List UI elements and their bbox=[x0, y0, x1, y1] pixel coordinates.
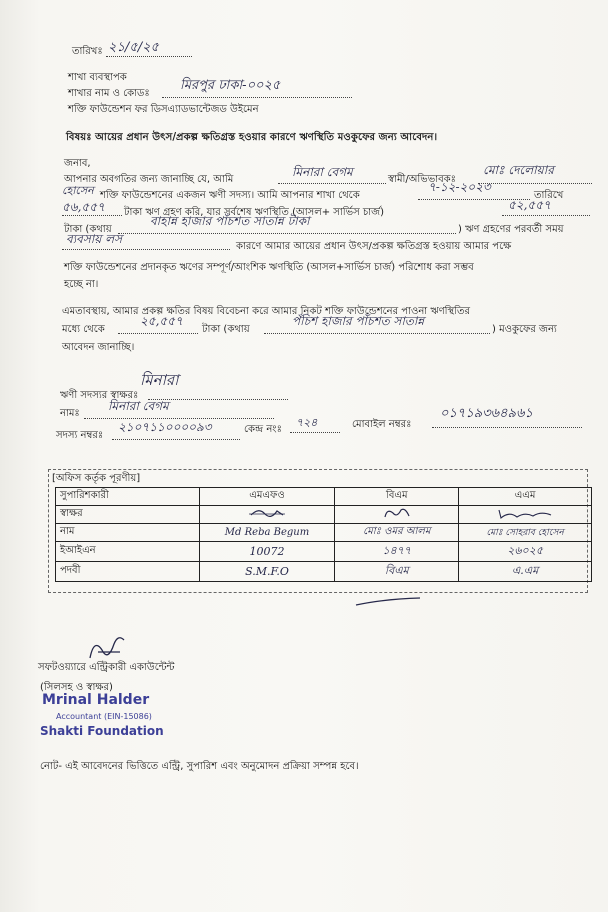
signature-cell bbox=[459, 506, 592, 524]
body-line-1a: আপনার অবগতির জন্য জানাচ্ছি যে, আমি bbox=[64, 174, 234, 185]
row-label: নাম bbox=[56, 524, 200, 542]
stamp-name: Mrinal Halder bbox=[42, 692, 150, 708]
table-cell: ২৬০২৫ bbox=[459, 542, 592, 562]
table-cell: মোঃ ওমর আলম bbox=[335, 524, 459, 542]
stamp-role: Accountant (EIN-15086) bbox=[56, 712, 152, 721]
body-p2-line-2c: ) মওকুফের জন্য bbox=[492, 324, 557, 335]
signature-mark bbox=[247, 507, 287, 519]
table-cell: ১৪৭৭ bbox=[335, 542, 459, 562]
mobile-value: ০১৭১৯৩৬৪৯৬১ bbox=[440, 406, 533, 421]
column-header: এএম bbox=[459, 488, 592, 506]
name-underline bbox=[278, 183, 386, 184]
center-underline bbox=[290, 432, 340, 433]
organization-line: শক্তি ফাউন্ডেশন ফর ডিসএ্যাডভান্টেজড উইমেন bbox=[68, 104, 259, 115]
branch-name-label: শাখার নাম ও কোডঃ bbox=[68, 88, 150, 99]
seal-note: (সিলসহ ও স্বাক্ষর) bbox=[40, 682, 113, 693]
body-line-3a: টাকা ঋণ গ্রহণ করি, যার সর্বশেষ ঋণস্থিতি (আসল+ সার্ভিস চার্জ) bbox=[124, 207, 385, 218]
body-line-1b: স্বামী/অভিভাবকঃ bbox=[388, 174, 456, 185]
table-cell: বিএম bbox=[335, 562, 459, 582]
date-value: ২১/৫/২৫ bbox=[108, 40, 159, 55]
member-no-underline bbox=[112, 439, 240, 440]
table-cell: এ.এম bbox=[459, 562, 592, 582]
applicant-name-hw: মিনারা বেগম bbox=[292, 165, 353, 179]
column-header: এমএফও bbox=[199, 488, 335, 506]
waiver-amount-hw: ২৫,৫৫৭ bbox=[140, 314, 183, 328]
branch-name-value: মিরপুর ঢাকা-০০২৫ bbox=[180, 78, 281, 93]
mobile-underline bbox=[432, 427, 582, 428]
table-cell: S.M.F.O bbox=[199, 562, 335, 582]
table-row bbox=[56, 562, 592, 582]
body-p2-line-2b: টাকা (কথায় bbox=[202, 324, 250, 335]
reason-hw: ব্যবসায় লস bbox=[66, 232, 122, 246]
table-cell: মোঃ সোহরাব হোসেন bbox=[459, 524, 592, 542]
waiver-amount-underline bbox=[118, 333, 198, 334]
waiver-words-underline bbox=[264, 333, 490, 334]
applicant-signature: মিনারা bbox=[140, 371, 179, 389]
pen-stroke bbox=[354, 596, 424, 608]
guardian-name-cont: হোসেন bbox=[62, 184, 94, 197]
body-line-5a: কারণে আমার আয়ের প্রধান উৎস/প্রকল্প ক্ষতিগ্রস্ত হওয়ায় আমার পক্ষে bbox=[236, 241, 512, 252]
balance-words-hw: বাহান্ন হাজার পাঁচশত সাতান্ন টাকা bbox=[150, 214, 310, 228]
date-label: তারিখঃ bbox=[72, 46, 103, 57]
body-p2-line-3: আবেদন জানাচ্ছি। bbox=[62, 342, 135, 353]
salutation: জনাব, bbox=[64, 158, 91, 169]
footer-note: নোট- এই আবেদনের ভিত্তিতে এন্ট্রি, সুপারিশ এবং অনুমোদন প্রক্রিয়া সম্পন্ন হবে। bbox=[40, 761, 359, 772]
column-header: বিএম bbox=[335, 488, 459, 506]
body-line-2a: শক্তি ফাউন্ডেশনের একজন ঋণী সদস্য। আমি আপনার শাখা থেকে bbox=[100, 190, 360, 201]
row-label: স্বাক্ষর bbox=[56, 506, 200, 524]
loan-date-hw: ৭-১২-২০২৩ bbox=[428, 180, 491, 194]
column-header: সুপারিশকারী bbox=[56, 488, 200, 506]
stamp-org: Shakti Foundation bbox=[40, 724, 164, 738]
recommendation-table bbox=[55, 487, 592, 582]
date-underline bbox=[106, 56, 192, 57]
branch-underline bbox=[162, 97, 352, 98]
signature-mark bbox=[495, 507, 555, 520]
signature-cell bbox=[335, 506, 459, 524]
applicant-name-underline bbox=[84, 418, 274, 419]
member-no-value: ২১০৭১১০০০০৯৩ bbox=[118, 420, 212, 434]
reason-underline bbox=[62, 249, 230, 250]
body-line-2b: তারিখে bbox=[534, 190, 564, 201]
signature-underline bbox=[148, 399, 288, 400]
branch-manager: শাখা ব্যবস্থাপক bbox=[68, 72, 127, 83]
member-no-label: সদস্য নম্বরঃ bbox=[56, 430, 104, 441]
table-row bbox=[56, 542, 592, 562]
body-line-7: হচ্ছে না। bbox=[64, 279, 99, 290]
body-line-6: শক্তি ফাউন্ডেশনের প্রদানকৃত ঋণের সম্পূর্ণ/আংশিক ঋণস্থিতি (আসল+সার্ভিস চার্জ) পরিশোধ করা সম্ভব bbox=[64, 262, 474, 273]
signature-cell bbox=[199, 506, 335, 524]
row-label: পদবী bbox=[56, 562, 200, 582]
applicant-name-label: নামঃ bbox=[60, 408, 80, 419]
balance-underline bbox=[502, 215, 590, 216]
table-cell: Md Reba Begum bbox=[199, 524, 335, 542]
office-section-label: [অফিস কর্তৃক পূরণীয়] bbox=[52, 473, 141, 484]
guardian-name-hw: মোঃ দেলোয়ার bbox=[483, 163, 554, 177]
applicant-signature-label: ঋণী সদস্যর স্বাক্ষরঃ bbox=[60, 390, 139, 401]
subject-line: বিষয়ঃ আয়ের প্রধান উৎস/প্রকল্প ক্ষতিগ্রস্ত হওয়ার কারণে ঋণস্থিতি মওকুফের জন্য আবেদন। bbox=[66, 132, 438, 143]
table-row bbox=[56, 506, 592, 524]
balance-words-underline bbox=[118, 233, 456, 234]
row-label: ইআইএন bbox=[56, 542, 200, 562]
body-line-4b: ) ঋণ গ্রহণের পরবর্তী সময় bbox=[458, 224, 564, 235]
body-p2-line-2a: মধ্যে থেকে bbox=[62, 324, 105, 335]
body-p2-line-1: এমতাবস্থায়, আমার প্রকল্প ক্ষতির বিষয় বিবেচনা করে আমার নিকট শক্তি ফাউন্ডেশনের পাওনা ঋণস্থিতির bbox=[62, 306, 471, 317]
center-value: ৭২৪ bbox=[296, 416, 318, 429]
table-header-row bbox=[56, 488, 592, 506]
loan-amount-underline bbox=[62, 215, 122, 216]
body-line-4a: টাকা (কথায় bbox=[64, 224, 112, 235]
signature-mark bbox=[377, 507, 417, 520]
center-label: কেন্দ্র নংঃ bbox=[244, 424, 282, 435]
loan-amount-hw: ৫৬,৫৫৭ bbox=[62, 200, 105, 214]
waiver-words-hw: পঁচিশ হাজার পাঁচশত সাতান্ন bbox=[292, 314, 425, 328]
accountant-title: সফটওয়্যারে এন্ট্রিকারী একাউন্টেন্ট bbox=[38, 662, 175, 673]
table-cell: 10072 bbox=[199, 542, 335, 562]
guardian-underline bbox=[478, 183, 592, 184]
table-row bbox=[56, 524, 592, 542]
applicant-name-value: মিনারা বেগম bbox=[108, 399, 169, 413]
balance-hw: ৫২,৫৫৭ bbox=[508, 198, 551, 212]
mobile-label: মোবাইল নম্বরঃ bbox=[352, 419, 412, 430]
